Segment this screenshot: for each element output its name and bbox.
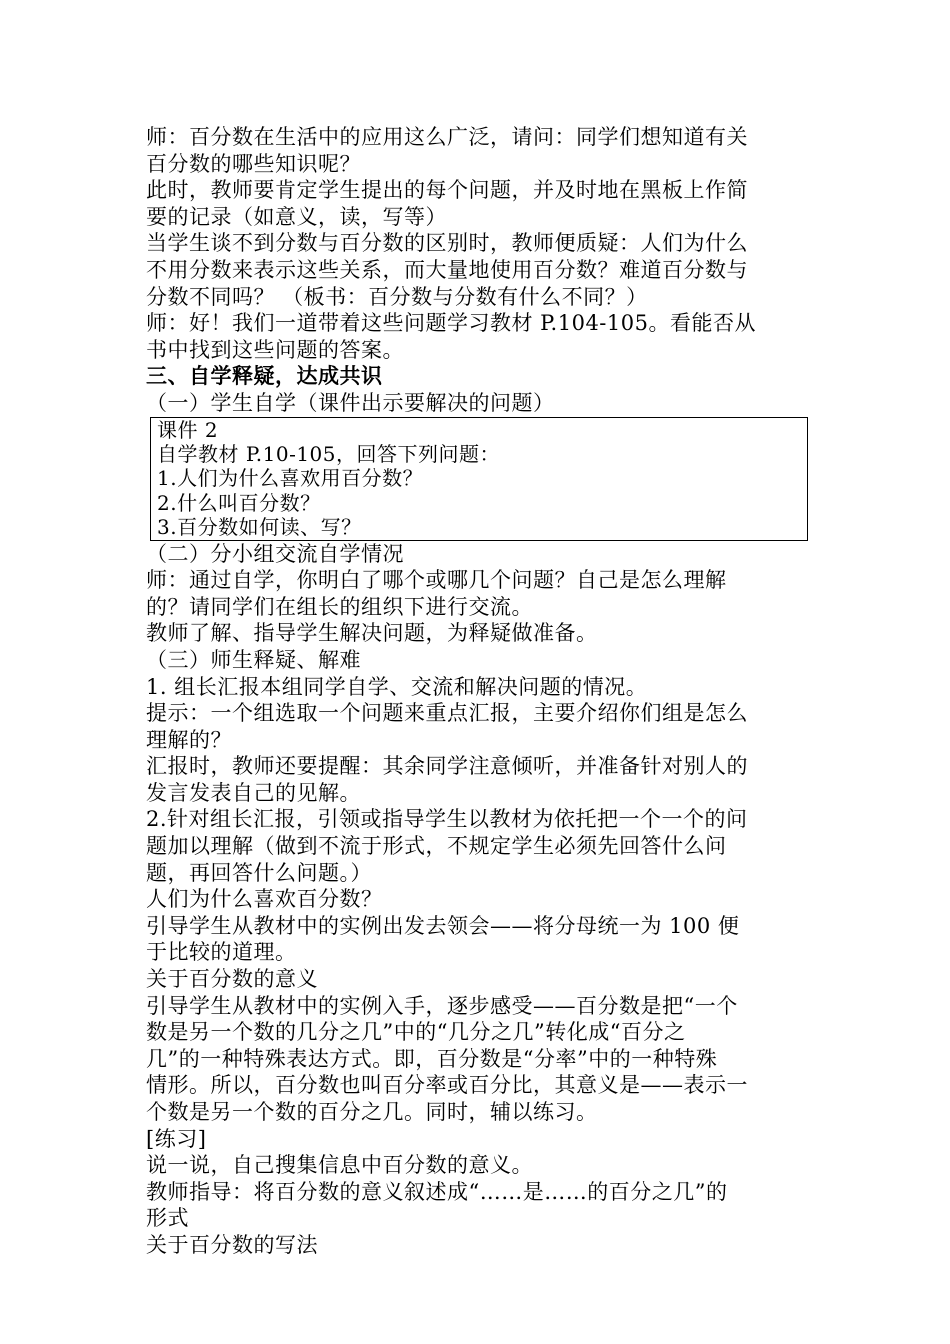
text-line-7: 分数不同吗？ （板书：百分数与分数有什么不同？）: [146, 284, 648, 309]
courseware-line-5: 3.百分数如何读、写？: [157, 515, 362, 540]
body-line-23: [练习]: [146, 1126, 207, 1151]
body-line-22: 个数是另一个数的百分之几。同时，辅以练习。: [146, 1100, 598, 1124]
text-line-6: 不用分数来表示这些关系，而大量地使用百分数？难道百分数与: [146, 257, 748, 282]
body-line-25: 教师指导：将百分数的意义叙述成“……是……的百分之几”的: [146, 1179, 728, 1204]
body-line-24: 说一说，自己搜集信息中百分数的意义。: [146, 1153, 533, 1178]
body-line-3: 的？请同学们在组长的组织下进行交流。: [146, 594, 533, 619]
body-line-26: 形式: [146, 1206, 189, 1231]
body-line-10: 发言发表自己的见解。: [146, 780, 361, 805]
body-line-8: 理解的？: [146, 727, 232, 752]
courseware-box: [150, 417, 808, 541]
text-line-4: 要的记录（如意义，读，写等）: [146, 204, 447, 229]
body-line-9: 汇报时，教师还要提醒：其余同学注意倾听，并准备针对别人的: [146, 754, 748, 779]
body-line-21: 情形。所以，百分数也叫百分率或百分比，其意义是——表示一: [146, 1073, 748, 1098]
body-line-6: 1. 组长汇报本组同学自学、交流和解决问题的情况。: [146, 674, 648, 699]
body-line-27: 关于百分数的写法: [146, 1232, 318, 1257]
text-line-1: 师：百分数在生活中的应用这么广泛，请问：同学们想知道有关: [146, 125, 748, 149]
body-line-13: 题，再回答什么问题。）: [146, 860, 372, 885]
body-line-19: 数是另一个数的几分之几”中的“几分之几”转化成“百分之: [146, 1020, 686, 1045]
body-line-5: （三）师生释疑、解难: [146, 647, 361, 672]
text-line-8: 师：好！我们一道带着这些问题学习教材 P.104-105。看能否从: [146, 311, 756, 336]
courseware-line-4: 2.什么叫百分数？: [157, 490, 321, 515]
body-line-14: 人们为什么喜欢百分数？: [146, 887, 383, 912]
courseware-line-1: 课件 2: [157, 417, 219, 442]
body-line-4: 教师了解、指导学生解决问题，为释疑做准备。: [146, 621, 598, 646]
courseware-line-2: 自学教材 P.10-105，回答下列问题：: [157, 441, 500, 466]
text-line-3: 此时，教师要肯定学生提出的每个问题，并及时地在黑板上作简: [146, 178, 748, 203]
text-line-2: 百分数的哪些知识呢？: [146, 151, 361, 176]
subsection-title: （一）学生自学（课件出示要解决的问题）: [146, 390, 555, 415]
courseware-line-3: 1.人们为什么喜欢用百分数？: [157, 466, 424, 491]
body-line-7: 提示：一个组选取一个问题来重点汇报，主要介绍你们组是怎么: [146, 701, 748, 726]
body-line-2: 师：通过自学，你明白了哪个或哪几个问题？自己是怎么理解: [146, 568, 727, 593]
text-line-9: 书中找到这些问题的答案。: [146, 337, 404, 362]
body-text-block: [146, 541, 810, 1259]
body-line-1: （二）分小组交流自学情况: [146, 541, 404, 566]
body-line-20: 几”的一种特殊表达方式。即，百分数是“分率”中的一种特殊: [146, 1046, 718, 1071]
text-line-5: 当学生谈不到分数与百分数的区别时，教师便质疑：人们为什么: [146, 231, 748, 256]
section-heading: 三、自学释疑，达成共识: [146, 363, 383, 389]
body-line-18: 引导学生从教材中的实例入手，逐步感受——百分数是把“一个: [146, 993, 738, 1018]
body-line-17: 关于百分数的意义: [146, 967, 318, 992]
body-line-16: 于比较的道理。: [146, 940, 297, 965]
document-page: [146, 124, 810, 1259]
body-line-12: 题加以理解（做到不流于形式，不规定学生必须先回答什么问: [146, 834, 727, 859]
body-line-15: 引导学生从教材中的实例出发去领会——将分母统一为 100 便: [146, 913, 740, 938]
body-line-11: 2.针对组长汇报，引领或指导学生以教材为依托把一个一个的问: [146, 807, 748, 832]
intro-text-block: [146, 124, 810, 363]
